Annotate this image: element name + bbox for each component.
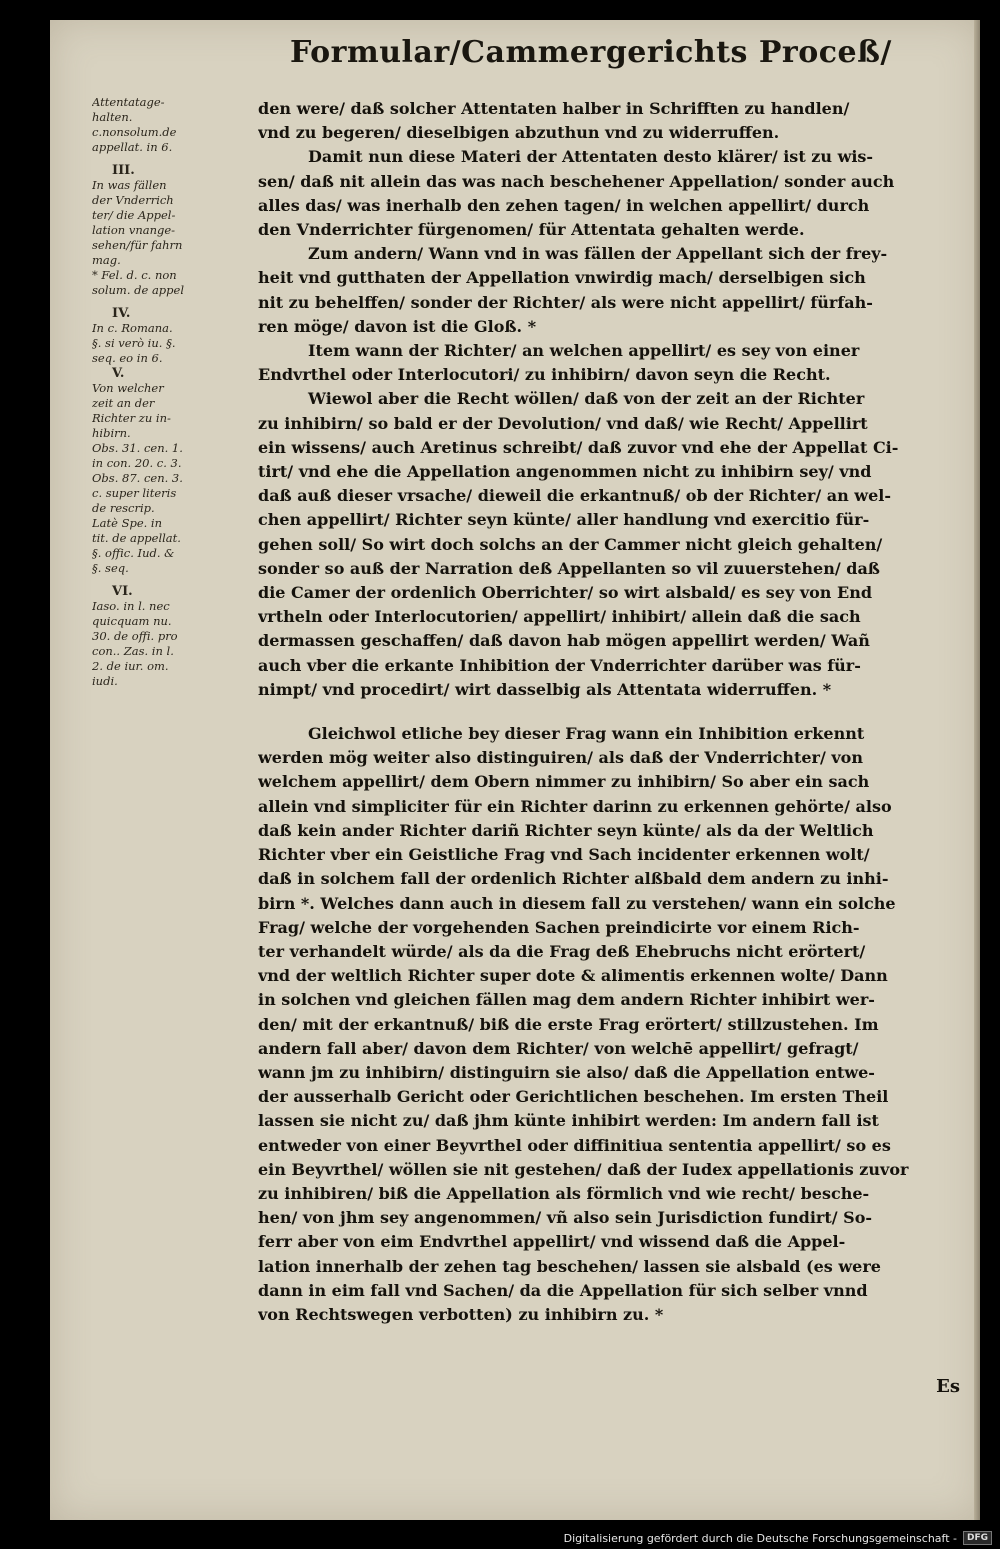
marginal-section-number: VI. — [112, 584, 133, 599]
page-edge — [974, 20, 980, 1520]
text-line: dermassen geschaffen/ daß davon hab mögen appellirt werden/ Wañ — [258, 631, 870, 651]
marginal-note: con.. Zas. in l. — [92, 644, 174, 658]
text-line: tirt/ vnd ehe die Appellation angenommen nicht zu inhibirn sey/ vnd — [258, 462, 872, 482]
marginal-section-number: V. — [112, 366, 125, 381]
marginal-gap — [92, 576, 252, 584]
text-line: Gleichwol etliche bey dieser Frag wann ein Inhibition erkennt — [308, 724, 865, 744]
dfg-logo[interactable]: DFG — [963, 1531, 992, 1545]
text-line: ein wissens/ auch Aretinus schreibt/ daß zuvor vnd ehe der Appellat Ci- — [258, 437, 899, 457]
text-line: entweder von einer Beyvrthel oder diffinitiua sententia appellirt/ so es — [258, 1135, 891, 1155]
text-line: daß kein ander Richter dariñ Richter seyn künte/ als da der Weltlich — [258, 820, 874, 840]
marginalia-column — [92, 95, 252, 689]
text-line: lation innerhalb der zehen tag beschehen/ lassen sie alsbald (es were — [258, 1256, 881, 1276]
marginal-note: c. super literis — [92, 486, 177, 500]
marginal-note: lation vnange- — [92, 223, 176, 237]
marginal-note: Von welcher — [92, 381, 164, 395]
body-text — [258, 97, 968, 1327]
text-line: die Camer der ordenlich Oberrichter/ so wirt alsbald/ es sey von End — [258, 583, 873, 603]
marginal-note: * Fel. d. c. non — [92, 268, 177, 282]
text-line: werden mög weiter also distinguiren/ als daß der Vnderrichter/ von — [258, 748, 863, 768]
marginal-note: In was fällen — [92, 178, 167, 192]
text-line: Frag/ welche der vorgehenden Sachen preindicirte vor einem Rich- — [258, 917, 860, 937]
text-line: daß in solchem fall der ordenlich Richter alßbald dem andern zu inhi- — [258, 869, 889, 889]
text-line: Item wann der Richter/ an welchen appellirt/ es sey von einer — [308, 341, 860, 361]
text-line: sen/ daß nit allein das was nach beschehener Appellation/ sonder auch — [258, 171, 895, 191]
text-line: hen/ von jhm sey angenommen/ vñ also sein Jurisdiction fundirt/ So- — [258, 1208, 873, 1228]
marginal-note: sehen/für fahrn — [92, 238, 183, 252]
marginal-note: de rescrip. — [92, 501, 155, 515]
text-line: chen appellirt/ Richter seyn künte/ aller handlung vnd exercitio für- — [258, 510, 870, 530]
marginal-note: hibirn. — [92, 426, 131, 440]
marginal-note: §. seq. — [92, 561, 129, 575]
marginal-note: zeit an der — [92, 396, 155, 410]
text-line: von Rechtswegen verbotten) zu inhibirn zu. * — [258, 1304, 664, 1324]
text-line: den Vnderrichter fürgenomen/ für Attentata gehalten werde. — [258, 220, 805, 240]
marginal-note: quicquam nu. — [92, 614, 172, 628]
marginal-note: mag. — [92, 253, 121, 267]
text-line: nimpt/ vnd procedirt/ wirt dasselbig als Attentata widerruffen. * — [258, 679, 832, 699]
text-line: Endvrthel oder Interlocutori/ zu inhibirn/ davon seyn die Recht. — [258, 365, 831, 385]
text-line: ren möge/ davon ist die Gloß. * — [258, 316, 537, 336]
marginal-note: in con. 20. c. 3. — [92, 456, 182, 470]
catchword: Es — [936, 1376, 960, 1397]
marginal-note: Latè Spe. in — [92, 516, 163, 530]
marginal-note: 30. de offi. pro — [92, 629, 178, 643]
text-line: Wiewol aber die Recht wöllen/ daß von der zeit an der Richter — [308, 389, 865, 409]
text-line: ferr aber von eim Endvrthel appellirt/ vnd wissend daß die Appel- — [258, 1232, 846, 1252]
text-line: Damit nun diese Materi der Attentaten desto klärer/ ist zu wis- — [308, 147, 874, 167]
text-line: in solchen vnd gleichen fällen mag dem andern Richter inhibirt wer- — [258, 990, 875, 1010]
text-line: Richter vber ein Geistliche Frag vnd Sach incidenter erkennen wolt/ — [258, 845, 870, 865]
marginal-note: In c. Romana. — [92, 321, 173, 335]
marginal-note: Iaso. in l. nec — [92, 599, 170, 613]
marginal-gap — [92, 155, 252, 163]
text-line: wann jm zu inhibirn/ distinguirn sie also/ daß die Appellation entwe- — [258, 1062, 875, 1082]
marginal-gap — [92, 298, 252, 306]
marginal-section-number: III. — [112, 163, 135, 178]
text-line: gehen soll/ So wirt doch solchs an der Cammer nicht gleich gehalten/ — [258, 534, 883, 554]
text-line: Zum andern/ Wann vnd in was fällen der Appellant sich der frey- — [308, 244, 888, 264]
marginal-note: seq. eo in 6. — [92, 351, 163, 365]
text-line: heit vnd gutthaten der Appellation vnwirdig mach/ derselbigen sich — [258, 268, 866, 288]
text-line: zu inhibirn/ so bald er der Devolution/ vnd daß/ wie Recht/ Appellirt — [258, 413, 868, 433]
paragraph-gap — [258, 702, 968, 722]
marginal-note: tit. de appellat. — [92, 531, 181, 545]
text-line: allein vnd simpliciter für ein Richter darinn zu erkennen gehörte/ also — [258, 796, 892, 816]
text-line: lassen sie nicht zu/ daß jhm künte inhibirt werden: Im andern fall ist — [258, 1111, 879, 1131]
text-line: den were/ daß solcher Attentaten halber in Schrifften zu handlen/ — [258, 99, 850, 118]
marginal-note: §. si verò iu. §. — [92, 336, 176, 350]
text-line: sonder so auß der Narration deß Appellanten so vil zuuerstehen/ daß — [258, 558, 880, 578]
marginal-note: Obs. 31. cen. 1. — [92, 441, 183, 455]
text-line: zu inhibiren/ biß die Appellation als förmlich vnd wie recht/ besche- — [258, 1183, 870, 1203]
text-line: welchem appellirt/ dem Obern nimmer zu inhibirn/ So aber ein sach — [258, 772, 870, 792]
marginal-note: 2. de iur. om. — [92, 659, 169, 673]
text-line: daß auß dieser vrsache/ dieweil die erkantnuß/ ob der Richter/ an wel- — [258, 486, 891, 506]
footer-credit — [564, 1531, 992, 1545]
text-line: alles das/ was inerhalb den zehen tagen/ in welchen appellirt/ durch — [258, 195, 870, 215]
text-line: andern fall aber/ davon dem Richter/ von welchē appellirt/ gefragt/ — [258, 1038, 859, 1058]
marginal-note: iudi. — [92, 674, 118, 688]
marginal-note: c.nonsolum.de — [92, 125, 177, 139]
text-line: nit zu behelffen/ sonder der Richter/ als were nicht appellirt/ fürfah- — [258, 292, 873, 312]
marginal-note: Attentatage- — [92, 95, 165, 109]
marginal-note: §. offic. Iud. & — [92, 546, 175, 560]
text-line: vnd zu begeren/ dieselbigen abzuthun vnd zu widerruffen. — [258, 123, 780, 143]
text-line: auch vber die erkante Inhibition der Vnderrichter darüber was für- — [258, 655, 861, 675]
text-line: ter verhandelt würde/ als da die Frag deß Ehebruchs nicht erörtert/ — [258, 941, 866, 961]
text-line: vnd der weltlich Richter super dote & alimentis erkennen wolte/ Dann — [258, 966, 888, 986]
marginal-note: ter/ die Appel- — [92, 208, 176, 222]
marginal-note: der Vnderrich — [92, 193, 174, 207]
marginal-note: halten. — [92, 110, 133, 124]
text-line: den/ mit der erkantnuß/ biß die erste Frag erörtert/ stillzustehen. Im — [258, 1014, 879, 1034]
marginal-note: appellat. in 6. — [92, 140, 173, 154]
text-line: vrtheln oder Interlocutorien/ appellirt/ inhibirt/ allein daß die sach — [258, 607, 861, 627]
marginal-section-number: IV. — [112, 306, 131, 321]
text-line: ein Beyvrthel/ wöllen sie nit gestehen/ daß der Iudex appellationis zuvor — [258, 1159, 909, 1179]
text-line: der ausserhalb Gericht oder Gerichtlichen beschehen. Im ersten Theil — [258, 1087, 889, 1107]
text-line: birn *. Welches dann auch in diesem fall zu verstehen/ wann ein solche — [258, 893, 896, 913]
text-line: dann in eim fall vnd Sachen/ da die Appellation für sich selber vnnd — [258, 1280, 868, 1300]
footer-text: Digitalisierung gefördert durch die Deutsche Forschungsgemeinschaft - — [563, 1531, 957, 1545]
marginal-note: Richter zu in- — [92, 411, 171, 425]
running-head: Formular/Cammergerichts Proceß/ — [290, 35, 892, 70]
marginal-note: Obs. 87. cen. 3. — [92, 471, 183, 485]
marginal-note: solum. de appel — [92, 283, 185, 297]
